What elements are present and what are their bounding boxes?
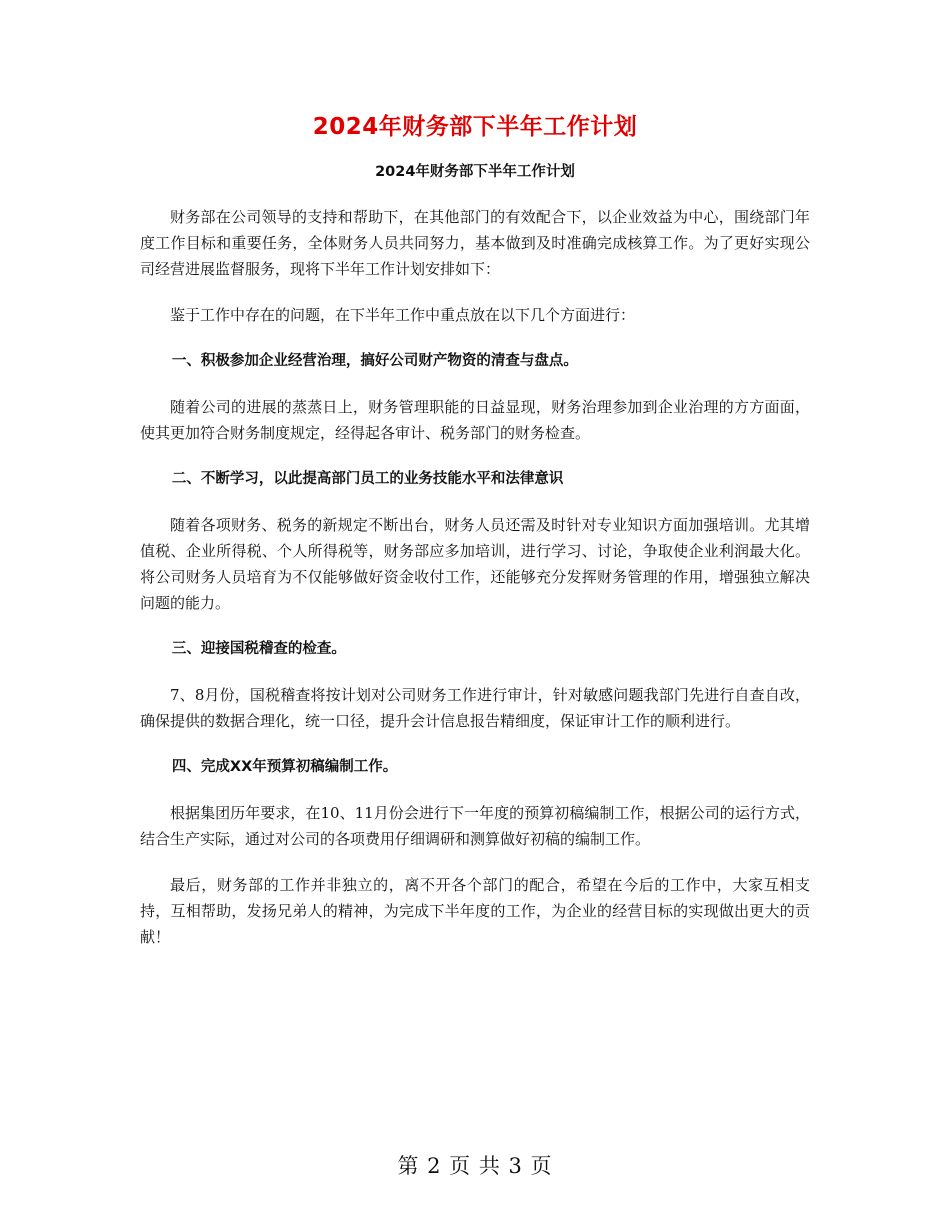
document-subtitle: 2024年财务部下半年工作计划 <box>375 164 575 180</box>
paragraph-focus: 鉴于工作中存在的问题，在下半年工作中重点放在以下几个方面进行： <box>170 306 636 324</box>
paragraph-section-4: 根据集团历年要求，在10、11月份会进行下一年度的预算初稿编制工作，根据公司的运行方式，结合生产实际，通过对公司的各项费用仔细调研和测算做好初稿的编制工作。 <box>140 804 810 848</box>
paragraph-section-2: 随着各项财务、税务的新规定不断出台，财务人员还需及时针对专业知识方面加强培训。尤其增值税、企业所得税、个人所得税等，财务部应多加培训，进行学习、讨论，争取使企业利润最大化。将公司财务人员培育为不仅能够做好资金收付工作，还能够充分发挥财务管理的作用，增强独立解决问题的能力。 <box>140 516 810 612</box>
section-heading-1: 一、积极参加企业经营治理，搞好公司财产物资的清查与盘点。 <box>171 353 578 369</box>
section-heading-4: 四、完成XX年预算初稿编制工作。 <box>171 759 398 775</box>
document-title: 2024年财务部下半年工作计划 <box>312 114 638 140</box>
paragraph-section-1: 随着公司的进展的蒸蒸日上，财务管理职能的日益显现，财务治理参加到企业治理的方方面面，使其更加符合财务制度规定，经得起各审计、税务部门的财务检查。 <box>140 398 810 442</box>
paragraph-conclusion: 最后，财务部的工作并非独立的，离不开各个部门的配合，希望在今后的工作中，大家互相支持，互相帮助，发扬兄弟人的精神，为完成下半年度的工作，为企业的经营目标的实现做出更大的贡献！ <box>140 876 810 946</box>
page-number-footer: 第 2 页 共 3 页 <box>397 1154 553 1178</box>
document-body <box>140 204 810 970</box>
section-heading-2: 二、不断学习，以此提高部门员工的业务技能水平和法律意识 <box>171 471 564 487</box>
section-heading-3: 三、迎接国税稽查的检查。 <box>171 641 346 657</box>
paragraph-section-3: 7、8月份，国税稽查将按计划对公司财务工作进行审计，针对敏感问题我部门先进行自查自改，确保提供的数据合理化，统一口径，提升会计信息报告精细度，保证审计工作的顺利进行。 <box>140 686 810 730</box>
paragraph-intro: 财务部在公司领导的支持和帮助下，在其他部门的有效配合下，以企业效益为中心，围绕部门年度工作目标和重要任务，全体财务人员共同努力，基本做到及时准确完成核算工作。为了更好实现公司经营进展监督服务，现将下半年工作计划安排如下： <box>140 208 810 278</box>
